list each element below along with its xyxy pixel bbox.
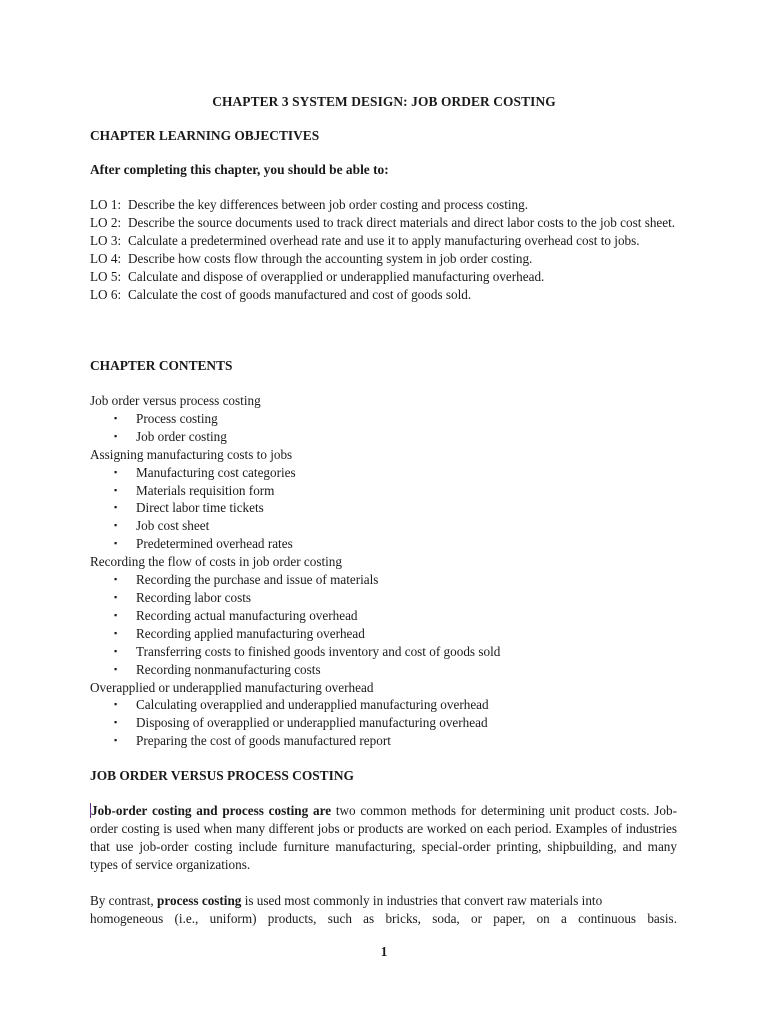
contents-item-text: Job order costing xyxy=(136,428,227,444)
contents-list-item xyxy=(90,535,690,553)
objective-number: LO 5: xyxy=(90,269,122,284)
objectives-intro: After completing this chapter, you should be able to: xyxy=(90,162,389,177)
paragraph-lead-text: By contrast, xyxy=(90,893,158,908)
square-bullet-icon: ▪ xyxy=(114,502,118,513)
paragraph-bold-text: Job-order costing and process costing are xyxy=(91,803,332,818)
square-bullet-icon: ▪ xyxy=(114,717,118,728)
square-bullet-icon: ▪ xyxy=(114,430,118,441)
objective-item xyxy=(90,250,677,268)
square-bullet-icon: ▪ xyxy=(114,412,118,423)
contents-item-text: Transferring costs to finished goods inventory and cost of goods sold xyxy=(136,643,501,659)
square-bullet-icon: ▪ xyxy=(114,627,118,638)
square-bullet-icon: ▪ xyxy=(114,574,118,585)
section-heading: JOB ORDER VERSUS PROCESS COSTING xyxy=(90,768,354,783)
square-bullet-icon: ▪ xyxy=(114,645,118,656)
objective-text: Describe how costs flow through the accounting system in job order costing. xyxy=(128,251,533,266)
contents-list-item xyxy=(90,428,690,446)
contents-list-item xyxy=(90,714,690,732)
objective-number: LO 4: xyxy=(90,251,122,266)
objective-text: Calculate the cost of goods manufactured and cost of goods sold. xyxy=(128,287,472,302)
contents-item-text: Recording labor costs xyxy=(136,589,251,605)
contents-list-item xyxy=(90,661,690,679)
contents-list-item xyxy=(90,607,690,625)
contents-item-text: Manufacturing cost categories xyxy=(136,464,296,480)
contents-item-text: Disposing of overapplied or underapplied manufacturing overhead xyxy=(136,715,488,731)
contents-section-title: Job order versus process costing xyxy=(90,393,261,408)
square-bullet-icon: ▪ xyxy=(114,591,118,602)
objective-item xyxy=(90,214,677,232)
objective-item xyxy=(90,232,677,250)
objective-number: LO 2: xyxy=(90,215,122,230)
contents-item-text: Job cost sheet xyxy=(136,518,210,534)
square-bullet-icon: ▪ xyxy=(114,466,118,477)
contents-item-text: Predetermined overhead rates xyxy=(136,536,293,552)
chapter-contents-heading: CHAPTER CONTENTS xyxy=(90,358,233,373)
contents-section-title: Recording the flow of costs in job order costing xyxy=(90,554,342,570)
square-bullet-icon: ▪ xyxy=(114,699,118,710)
objective-item xyxy=(90,268,677,286)
contents-item-text: Recording nonmanufacturing costs xyxy=(136,661,321,677)
square-bullet-icon: ▪ xyxy=(114,538,118,549)
contents-list-item xyxy=(90,517,690,535)
contents-item-text: Recording actual manufacturing overhead xyxy=(136,607,358,623)
page-number: 1 xyxy=(380,944,388,959)
objective-text: Describe the key differences between job order costing and process costing. xyxy=(128,197,529,212)
objective-text: Describe the source documents used to track direct materials and direct labor costs to the job cost sheet. xyxy=(128,215,676,230)
contents-section-title: Assigning manufacturing costs to jobs xyxy=(90,446,293,462)
objective-text: Calculate and dispose of overapplied or underapplied manufacturing overhead. xyxy=(128,269,545,284)
paragraph-process-costing xyxy=(90,892,677,928)
square-bullet-icon: ▪ xyxy=(114,520,118,531)
contents-item-text: Recording applied manufacturing overhead xyxy=(136,625,365,641)
learning-objectives-heading: CHAPTER LEARNING OBJECTIVES xyxy=(90,128,320,143)
chapter-title: CHAPTER 3 SYSTEM DESIGN: JOB ORDER COSTING xyxy=(212,94,556,109)
contents-item-text: Process costing xyxy=(136,410,218,426)
contents-list-item xyxy=(90,499,690,517)
contents-list-item xyxy=(90,589,690,607)
square-bullet-icon: ▪ xyxy=(114,735,118,746)
square-bullet-icon: ▪ xyxy=(114,663,118,674)
contents-list-item xyxy=(90,696,690,714)
paragraph-bold-text: process costing xyxy=(157,893,242,908)
paragraph-last-line: homogeneous (i.e., uniform) products, such as bricks, soda, or paper, on a continuous basis. xyxy=(90,911,677,926)
chapter-contents-list xyxy=(90,392,690,750)
paragraph-text: two common methods for determining unit product costs. Job-order costing is used when many different jobs or products are worked on each period. Examples of industries that use job-order costing include furniture manufacturing, special-order printing, shipbuilding, and many types of service organizations. xyxy=(90,803,677,872)
contents-item-text: Preparing the cost of goods manufactured report xyxy=(136,733,391,749)
contents-list-item xyxy=(90,571,690,589)
contents-section-title: Overapplied or underapplied manufacturing overhead xyxy=(90,679,374,695)
contents-list-item xyxy=(90,643,690,661)
square-bullet-icon: ▪ xyxy=(114,609,118,620)
objective-item xyxy=(90,286,677,304)
contents-list-item xyxy=(90,464,690,482)
contents-list-item xyxy=(90,625,690,643)
contents-item-text: Direct labor time tickets xyxy=(136,500,264,516)
contents-item-text: Materials requisition form xyxy=(136,482,275,498)
contents-list-item xyxy=(90,732,690,750)
objective-number: LO 1: xyxy=(90,197,122,212)
objective-number: LO 6: xyxy=(90,287,122,302)
contents-item-text: Calculating overapplied and underapplied manufacturing overhead xyxy=(136,697,489,713)
contents-list-item xyxy=(90,410,690,428)
paragraph-text: is used most commonly in industries that convert raw materials into xyxy=(241,893,603,908)
paragraph-job-order xyxy=(90,802,677,874)
contents-list-item xyxy=(90,482,690,500)
contents-item-text: Recording the purchase and issue of materials xyxy=(136,572,379,588)
square-bullet-icon: ▪ xyxy=(114,484,118,495)
objective-text: Calculate a predetermined overhead rate and use it to apply manufacturing overhead cost to jobs. xyxy=(128,233,640,248)
objective-item xyxy=(90,196,677,214)
objectives-list xyxy=(90,196,677,304)
objective-number: LO 3: xyxy=(90,233,122,248)
